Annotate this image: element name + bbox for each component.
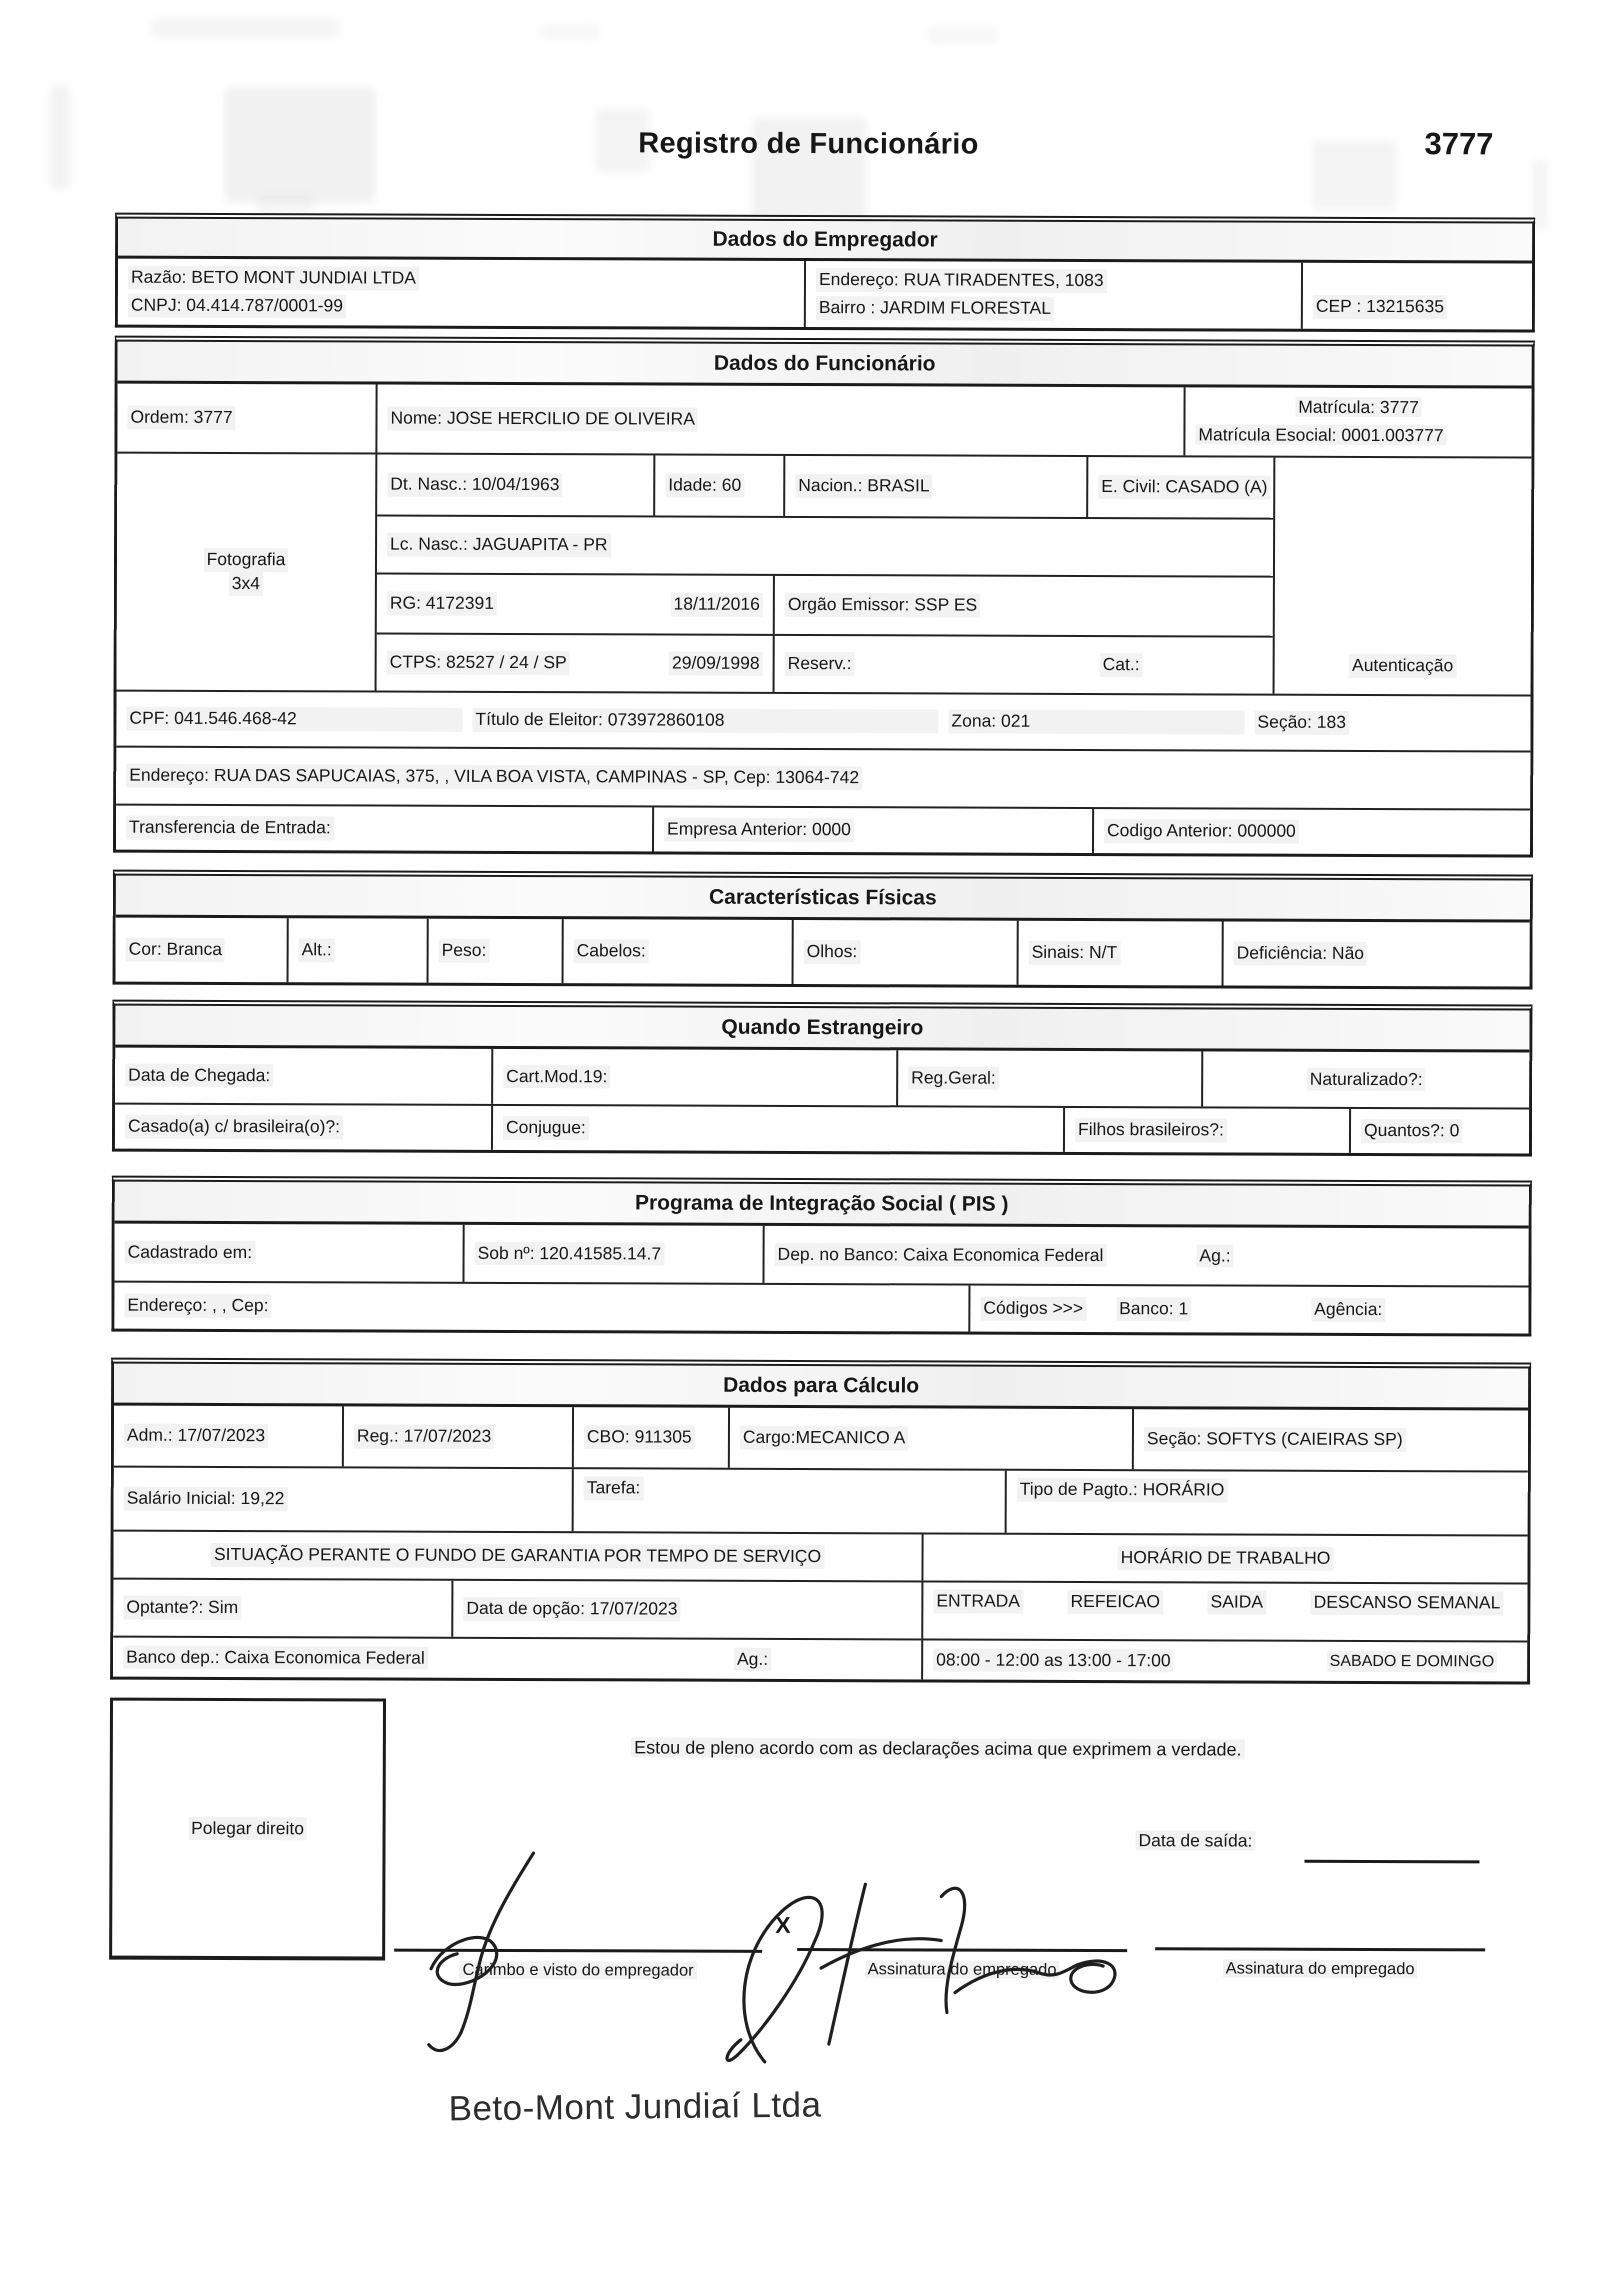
banco-dep-cell	[113, 1638, 923, 1680]
codigo-anterior-field: Codigo Anterior: 000000	[1104, 819, 1299, 843]
rg-field: RG: 4172391	[387, 592, 497, 616]
secao-calculo-cell	[1134, 1409, 1528, 1470]
tipo-pagto-cell	[1007, 1471, 1528, 1535]
caracteristicas-row	[116, 918, 1530, 987]
fgts-header-label: SITUAÇÃO PERANTE O FUNDO DE GARANTIA POR TEMPO DE SERVIÇO	[211, 1543, 824, 1569]
matricula-field: Matrícula: 3777	[1295, 397, 1422, 417]
data-saida-blank-line	[1304, 1860, 1479, 1863]
cargo-field: Cargo:MECANICO A	[740, 1426, 908, 1450]
rg-row	[377, 573, 1273, 636]
salario-field: Salário Inicial: 19,22	[124, 1487, 288, 1511]
estado-civil-cell	[1088, 457, 1273, 518]
horario-cols-cell	[923, 1582, 1527, 1640]
olhos-cell	[794, 920, 1019, 985]
sinais-field: Sinais: N/T	[1029, 941, 1121, 965]
optante-field: Optante?: Sim	[123, 1596, 241, 1620]
cpf-row	[116, 690, 1530, 751]
page-title: Registro de Funcionário	[638, 127, 979, 161]
casado-brasileira-cell	[115, 1105, 493, 1150]
ordem-field: Ordem: 3777	[127, 406, 235, 430]
section-caracteristicas-fisicas	[113, 870, 1533, 990]
ctps-row	[377, 633, 1273, 694]
photo-box	[117, 454, 378, 691]
section-header: Dados do Empregador	[118, 219, 1532, 264]
lc-nasc-cell	[377, 517, 1273, 576]
ctps-data-field: 29/09/1998	[669, 652, 763, 676]
funcionario-mid-grid	[377, 455, 1276, 694]
transferencia-row	[116, 804, 1530, 855]
endereco-row	[116, 746, 1530, 809]
tipo-pagto-field: Tipo de Pagto.: HORÁRIO	[1017, 1478, 1228, 1502]
sign-here-x-mark: X	[775, 1911, 791, 1938]
pis-row-2	[114, 1281, 1528, 1334]
endereco-funcionario-cell	[116, 748, 1530, 809]
sob-no-cell	[464, 1225, 764, 1283]
bairro-field: Bairro : JARDIM FLORESTAL	[816, 296, 1054, 320]
horario-valor-field: 08:00 - 12:00 as 13:00 - 17:00	[933, 1648, 1174, 1672]
dep-banco-cell	[764, 1226, 1528, 1286]
agencia-field: Agência:	[1311, 1298, 1385, 1322]
naturalizado-cell	[1203, 1051, 1529, 1107]
secao-field: Seção: 183	[1254, 711, 1349, 735]
cabelos-cell	[564, 919, 794, 984]
transferencia-field: Transferencia de Entrada:	[126, 816, 334, 840]
funcionario-mid-band	[117, 452, 1532, 695]
matricula-cell	[1185, 387, 1531, 456]
filhos-brasileiros-field: Filhos brasileiros?:	[1075, 1118, 1227, 1142]
nacion-field: Nacion.: BRASIL	[795, 474, 932, 498]
lc-nasc-field: Lc. Nasc.: JAGUAPITA - PR	[387, 533, 611, 557]
alt-cell	[289, 918, 429, 982]
banco-dep-ag-field: Ag.:	[734, 1647, 771, 1671]
estrangeiro-row-1	[115, 1048, 1529, 1108]
assinatura-empregado-label-2: Assinatura do empregado	[1155, 1957, 1485, 1980]
orgao-emissor-cell	[775, 576, 1273, 636]
banco-field: Banco: 1	[1116, 1297, 1191, 1321]
company-stamp: Beto-Mont Jundiaí Ltda	[448, 2085, 822, 2129]
polegar-label: Polegar direito	[188, 1817, 307, 1841]
employee-signature-ink	[703, 1872, 1144, 2074]
reserv-cat-cell	[775, 636, 1273, 694]
refeicao-col-label: REFEICAO	[1068, 1590, 1164, 1614]
adm-cell	[114, 1406, 344, 1467]
cbo-field: CBO: 911305	[584, 1425, 695, 1449]
thumbprint-box	[109, 1698, 386, 1961]
fotografia-size-label: 3x4	[229, 572, 263, 596]
transferencia-cell	[116, 806, 654, 852]
orgao-emissor-field: Orgão Emissor: SSP ES	[785, 593, 980, 617]
section-dados-empregador	[115, 213, 1535, 333]
cart-mod-cell	[493, 1049, 898, 1105]
idade-field: Idade: 60	[665, 474, 744, 498]
estrangeiro-row-2	[115, 1103, 1529, 1154]
dt-nasc-cell	[377, 455, 655, 516]
cor-cell	[116, 918, 289, 983]
deficiencia-cell	[1224, 921, 1530, 986]
descanso-col-label: DESCANSO SEMANAL	[1311, 1591, 1504, 1615]
secao-calculo-field: Seção: SOFTYS (CAIEIRAS SP)	[1144, 1427, 1406, 1452]
quantos-cell	[1351, 1109, 1529, 1154]
cnpj-field: CNPJ: 04.414.787/0001-99	[128, 294, 346, 318]
section-dados-funcionario	[113, 336, 1535, 858]
endereco-funcionario-field: Endereço: RUA DAS SAPUCAIAS, 375, , VILA BOA VISTA, CAMPINAS - SP, Cep: 13064-742	[126, 764, 862, 790]
codigos-field: Códigos >>>	[980, 1297, 1086, 1321]
pis-endereco-field: Endereço: , , Cep:	[124, 1294, 271, 1318]
calculo-row-1	[114, 1406, 1528, 1471]
salario-cell	[114, 1468, 574, 1532]
calculo-subheaders-row	[113, 1530, 1527, 1583]
codigo-anterior-cell	[1094, 809, 1530, 855]
data-saida-label: Data de saída:	[1135, 1829, 1255, 1853]
lc-nasc-row	[377, 515, 1273, 576]
reg-geral-field: Reg.Geral:	[908, 1066, 999, 1090]
cat-field: Cat.:	[1100, 653, 1143, 677]
cargo-cell	[730, 1408, 1134, 1469]
idade-cell	[655, 455, 785, 515]
assinatura-empregado-label-1: Assinatura do empregado	[797, 1958, 1127, 1981]
dep-banco-field: Dep. no Banco: Caixa Economica Federal	[775, 1243, 1107, 1268]
employee-signature-line-2	[1155, 1947, 1485, 1951]
section-quando-estrangeiro	[112, 1000, 1533, 1157]
optante-cell	[113, 1580, 453, 1637]
dt-nasc-field: Dt. Nasc.: 10/04/1963	[387, 473, 562, 497]
section-header: Programa de Integração Social ( PIS )	[115, 1182, 1529, 1229]
rg-cell	[377, 575, 775, 634]
razao-cnpj-cell	[118, 259, 806, 327]
cart-mod-field: Cart.Mod.19:	[503, 1065, 610, 1089]
nome-field: Nome: JOSE HERCILIO DE OLIVEIRA	[387, 407, 697, 432]
section-pis	[111, 1176, 1532, 1337]
naturalizado-field: Naturalizado?:	[1307, 1067, 1426, 1091]
conjugue-cell	[493, 1106, 1065, 1152]
endereco-bairro-cell	[806, 261, 1303, 329]
titulo-eleitor-field: Título de Eleitor: 073972860108	[472, 708, 938, 733]
estado-civil-field: E. Civil: CASADO (A)	[1098, 475, 1270, 499]
zona-field: Zona: 021	[948, 710, 1244, 735]
funcionario-row-1	[117, 384, 1531, 457]
ctps-cell	[377, 635, 775, 692]
optante-row	[113, 1578, 1527, 1641]
entrada-col-label: ENTRADA	[933, 1589, 1023, 1613]
calculo-row-2	[114, 1466, 1528, 1535]
fotografia-label: Fotografia	[204, 548, 289, 572]
olhos-field: Olhos:	[804, 940, 861, 964]
data-opcao-cell	[453, 1581, 923, 1639]
saida-col-label: SAIDA	[1208, 1590, 1267, 1614]
codigos-cell	[970, 1286, 1528, 1334]
deficiencia-field: Deficiência: Não	[1234, 942, 1368, 966]
matricula-esocial-field: Matrícula Esocial: 0001.003777	[1195, 424, 1446, 445]
conjugue-field: Conjugue:	[503, 1116, 589, 1140]
cadastrado-em-cell	[114, 1224, 464, 1282]
peso-cell	[429, 919, 564, 983]
empresa-anterior-cell	[654, 807, 1094, 853]
banco-dep-row	[113, 1636, 1527, 1682]
employer-signature-ink	[415, 1847, 576, 2048]
banco-dep-field: Banco dep.: Caixa Economica Federal	[123, 1645, 428, 1670]
section-header: Características Físicas	[116, 876, 1530, 923]
sinais-cell	[1019, 921, 1224, 986]
cadastrado-em-field: Cadastrado em:	[125, 1240, 256, 1264]
cbo-cell	[574, 1407, 730, 1468]
pis-row-1	[114, 1224, 1528, 1286]
casado-brasileira-field: Casado(a) c/ brasileira(o)?:	[125, 1115, 343, 1139]
pis-endereco-cell	[114, 1283, 970, 1332]
pis-ag-field: Ag.:	[1196, 1244, 1233, 1268]
ordem-cell	[117, 384, 377, 453]
horario-header-cell	[923, 1534, 1527, 1582]
razao-field: Razão: BETO MONT JUNDIAI LTDA	[128, 266, 419, 291]
alt-field: Alt.:	[299, 938, 335, 962]
nacion-cell	[785, 456, 1088, 517]
section-header: Dados do Funcionário	[118, 342, 1532, 389]
declaration-text: Estou de pleno acordo com as declarações acima que exprimem a verdade.	[458, 1735, 1418, 1763]
descanso-valor-field: SABADO E DOMINGO	[1327, 1651, 1498, 1673]
cep-cell	[1303, 263, 1532, 330]
fgts-header-cell	[113, 1532, 923, 1581]
horario-header-label: HORÁRIO DE TRABALHO	[1118, 1546, 1334, 1570]
data-chegada-field: Data de Chegada:	[125, 1063, 273, 1087]
data-chegada-cell	[115, 1048, 493, 1104]
reg-field: Reg.: 17/07/2023	[354, 1425, 494, 1449]
rg-data-field: 18/11/2016	[671, 593, 763, 617]
autenticacao-label: Autenticação	[1349, 654, 1456, 678]
reg-geral-cell	[898, 1050, 1203, 1106]
quantos-field: Quantos?: 0	[1361, 1119, 1462, 1143]
section-header: Quando Estrangeiro	[115, 1006, 1529, 1053]
page-number: 3777	[1424, 126, 1494, 162]
section-header: Dados para Cálculo	[114, 1364, 1528, 1411]
cor-field: Cor: Branca	[126, 938, 225, 962]
cpf-row-cell	[116, 692, 1530, 751]
endereco-field: Endereço: RUA TIRADENTES, 1083	[816, 268, 1107, 293]
filhos-brasileiros-cell	[1065, 1108, 1351, 1153]
cabelos-field: Cabelos:	[574, 939, 649, 963]
tarefa-cell	[574, 1469, 1007, 1533]
sob-no-field: Sob nº: 120.41585.14.7	[475, 1242, 665, 1266]
empregador-row	[118, 259, 1532, 330]
adm-field: Adm.: 17/07/2023	[124, 1424, 268, 1448]
carimbo-label: Carimbo e visto do empregador	[394, 1959, 762, 1983]
nascimento-row	[377, 455, 1273, 518]
empresa-anterior-field: Empresa Anterior: 0000	[664, 818, 854, 842]
horario-valores-cell	[923, 1640, 1527, 1681]
peso-field: Peso:	[439, 939, 490, 963]
reserv-field: Reserv.:	[785, 652, 855, 676]
tarefa-field: Tarefa:	[584, 1476, 644, 1500]
section-dados-calculo	[110, 1358, 1531, 1685]
ctps-field: CTPS: 82527 / 24 / SP	[387, 651, 570, 675]
autenticacao-cell	[1275, 458, 1532, 695]
cpf-field: CPF: 041.546.468-42	[126, 707, 462, 732]
data-opcao-field: Data de opção: 17/07/2023	[463, 1597, 680, 1621]
cep-field: CEP : 13215635	[1313, 295, 1447, 319]
reg-cell	[344, 1406, 574, 1467]
nome-cell	[377, 385, 1185, 456]
